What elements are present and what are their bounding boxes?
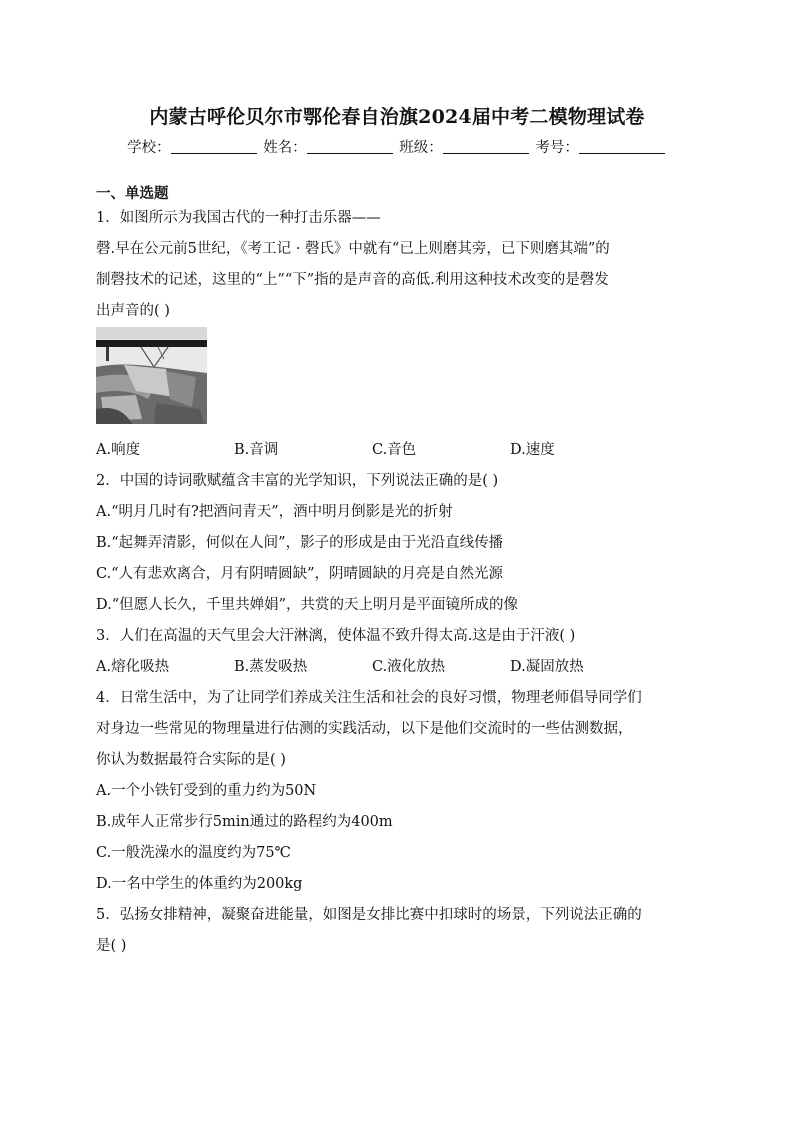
q3-option-c[interactable]: C.液化放热 [372, 659, 446, 675]
q1-options [96, 438, 696, 458]
q3-stem: 3．人们在高温的天气里会大汗淋漓，使体温不致升得太高.这是由于汗液( ) [96, 628, 576, 644]
q5-line-1: 5．弘扬女排精神，凝聚奋进能量，如图是女排比赛中扣球时的场景，下列说法正确的 [96, 907, 642, 923]
school-label: 学校： [127, 140, 171, 156]
q1-option-d[interactable]: D.速度 [510, 442, 555, 458]
q4-line-1: 4．日常生活中，为了让同学们养成关注生活和社会的良好习惯，物理老师倡导同学们 [96, 690, 642, 706]
class-blank[interactable] [443, 139, 529, 154]
name-label: 姓名： [263, 140, 307, 156]
q1-line-1: 1．如图所示为我国古代的一种打击乐器—— [96, 210, 381, 226]
student-info-row [0, 136, 794, 157]
q3-option-b[interactable]: B.蒸发吸热 [234, 659, 308, 675]
q1-option-c[interactable]: C.音色 [372, 442, 417, 458]
number-blank[interactable] [579, 139, 665, 154]
q4-option-a[interactable]: A.一个小铁钉受到的重力约为50N [96, 783, 317, 799]
q3-options [96, 655, 696, 675]
q5-line-2: 是( ) [96, 938, 127, 954]
q4-line-3: 你认为数据最符合实际的是( ) [96, 752, 286, 768]
school-blank[interactable] [171, 139, 257, 154]
q2-option-d[interactable]: D.“但愿人长久，千里共婵娟”，共赏的天上明月是平面镜所成的像 [96, 597, 519, 613]
q2-option-b[interactable]: B.“起舞弄清影，何似在人间”，影子的形成是由于光沿直线传播 [96, 535, 504, 551]
q2-option-c[interactable]: C.“人有悲欢离合，月有阴晴圆缺”，阴晴圆缺的月亮是自然光源 [96, 566, 504, 582]
q4-option-d[interactable]: D.一名中学生的体重约为200kg [96, 876, 303, 892]
q1-line-2: 磬.早在公元前5世纪，《考工记 · 磬氏》中就有“已上则磨其旁，已下则磨其端”的 [96, 241, 610, 257]
q2-option-a[interactable]: A.“明月几时有?把酒问青天”，酒中明月倒影是光的折射 [96, 504, 453, 520]
chime-stone-figure [96, 327, 207, 424]
number-label: 考号： [535, 140, 579, 156]
exam-title: 内蒙古呼伦贝尔市鄂伦春自治旗2024届中考二模物理试卷 [149, 106, 645, 128]
q1-line-3: 制磬技术的记述，这里的“上”“下”指的是声音的高低.利用这种技术改变的是磬发 [96, 272, 609, 288]
q4-option-b[interactable]: B.成年人正常步行5min通过的路程约为400m [96, 814, 393, 830]
q4-option-c[interactable]: C.一般洗澡水的温度约为75℃ [96, 845, 291, 861]
section-heading-single-choice: 一、单选题 [96, 185, 169, 202]
q1-option-a[interactable]: A.响度 [96, 442, 141, 458]
chime-stone-image [96, 327, 207, 424]
q1-option-b[interactable]: B.音调 [234, 442, 279, 458]
q4-line-2: 对身边一些常见的物理量进行估测的实践活动，以下是他们交流时的一些估测数据， [96, 721, 633, 737]
q3-option-a[interactable]: A.熔化吸热 [96, 659, 170, 675]
q2-stem: 2．中国的诗词歌赋蕴含丰富的光学知识，下列说法正确的是( ) [96, 473, 499, 489]
class-label: 班级： [399, 140, 443, 156]
q1-line-4: 出声音的( ) [96, 303, 170, 319]
name-blank[interactable] [307, 139, 393, 154]
q3-option-d[interactable]: D.凝固放热 [510, 659, 584, 675]
